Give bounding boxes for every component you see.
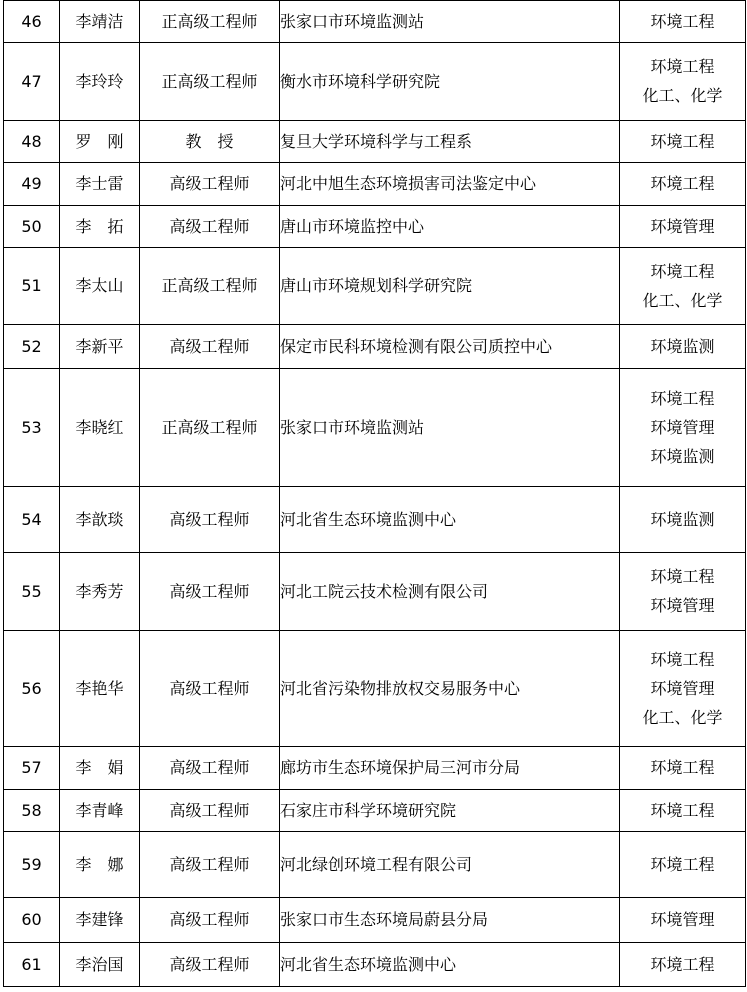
specialty: 环境工程 (650, 854, 715, 874)
expert-organization: 唐山市环境监控中心 (280, 206, 620, 248)
specialty: 环境工程 (650, 261, 715, 281)
expert-title: 正高级工程师 (140, 369, 280, 487)
expert-specialties (620, 248, 746, 325)
expert-organization: 廊坊市生态环境保护局三河市分局 (280, 747, 620, 790)
expert-name: 李青峰 (60, 790, 140, 832)
expert-organization: 河北省生态环境监测中心 (280, 943, 620, 987)
row-number: 46 (4, 1, 60, 43)
table-row (4, 631, 746, 747)
table-row (4, 206, 746, 248)
expert-specialties (620, 553, 746, 631)
expert-organization: 河北中旭生态环境损害司法鉴定中心 (280, 163, 620, 206)
expert-organization: 衡水市环境科学研究院 (280, 43, 620, 121)
table-row (4, 747, 746, 790)
specialty: 环境工程 (650, 388, 715, 408)
expert-specialties (620, 206, 746, 248)
expert-title: 高级工程师 (140, 790, 280, 832)
expert-title: 高级工程师 (140, 163, 280, 206)
table-row (4, 898, 746, 943)
row-number: 55 (4, 553, 60, 631)
expert-name: 李 娜 (60, 832, 140, 898)
specialty: 环境工程 (650, 131, 715, 151)
table-row (4, 121, 746, 163)
expert-specialties (620, 943, 746, 987)
expert-title: 教 授 (140, 121, 280, 163)
specialty: 环境工程 (650, 11, 715, 31)
row-number: 60 (4, 898, 60, 943)
specialty: 化工、化学 (642, 86, 723, 105)
expert-organization: 河北绿创环境工程有限公司 (280, 832, 620, 898)
table-row (4, 832, 746, 898)
expert-name: 李 娟 (60, 747, 140, 790)
specialty: 环境管理 (650, 678, 715, 698)
expert-name: 李晓红 (60, 369, 140, 487)
expert-title: 正高级工程师 (140, 248, 280, 325)
row-number: 57 (4, 747, 60, 790)
expert-title: 高级工程师 (140, 898, 280, 943)
expert-title: 正高级工程师 (140, 1, 280, 43)
table-row (4, 163, 746, 206)
expert-organization: 张家口市环境监测站 (280, 369, 620, 487)
specialty: 环境工程 (650, 567, 715, 586)
row-number: 58 (4, 790, 60, 832)
table-row (4, 943, 746, 987)
row-number: 59 (4, 832, 60, 898)
table-row (4, 487, 746, 553)
expert-title: 高级工程师 (140, 487, 280, 553)
expert-name: 罗 刚 (60, 121, 140, 163)
expert-name: 李治国 (60, 943, 140, 987)
specialty: 环境工程 (650, 758, 715, 777)
expert-specialties (620, 747, 746, 790)
specialty: 环境工程 (650, 57, 715, 76)
expert-specialties (620, 325, 746, 369)
specialty: 环境管理 (650, 216, 715, 236)
expert-name: 李秀芳 (60, 553, 140, 631)
row-number: 49 (4, 163, 60, 206)
specialty: 环境监测 (650, 446, 715, 466)
specialty: 化工、化学 (642, 707, 723, 727)
table-row (4, 553, 746, 631)
expert-organization: 河北省生态环境监测中心 (280, 487, 620, 553)
expert-title: 高级工程师 (140, 325, 280, 369)
expert-specialties (620, 631, 746, 747)
specialty: 环境监测 (650, 509, 715, 529)
specialty: 环境工程 (650, 174, 715, 193)
expert-name: 李 拓 (60, 206, 140, 248)
row-number: 56 (4, 631, 60, 747)
expert-organization: 石家庄市科学环境研究院 (280, 790, 620, 832)
expert-organization: 保定市民科环境检测有限公司质控中心 (280, 325, 620, 369)
expert-organization: 张家口市环境监测站 (280, 1, 620, 43)
specialty: 环境监测 (650, 336, 715, 356)
row-number: 61 (4, 943, 60, 987)
expert-name: 李玲玲 (60, 43, 140, 121)
expert-name: 李新平 (60, 325, 140, 369)
expert-specialties (620, 369, 746, 487)
specialty: 环境工程 (650, 954, 715, 974)
row-number: 51 (4, 248, 60, 325)
expert-title: 高级工程师 (140, 553, 280, 631)
table-row (4, 1, 746, 43)
expert-name: 李歆琰 (60, 487, 140, 553)
expert-organization: 河北工院云技术检测有限公司 (280, 553, 620, 631)
table-row (4, 248, 746, 325)
expert-roster-table (3, 0, 746, 987)
expert-specialties (620, 1, 746, 43)
expert-title: 高级工程师 (140, 631, 280, 747)
expert-specialties (620, 163, 746, 206)
table-row (4, 790, 746, 832)
expert-title: 高级工程师 (140, 943, 280, 987)
expert-organization: 张家口市生态环境局蔚县分局 (280, 898, 620, 943)
row-number: 54 (4, 487, 60, 553)
expert-title: 高级工程师 (140, 206, 280, 248)
expert-specialties (620, 790, 746, 832)
specialty: 环境管理 (650, 596, 715, 615)
expert-organization: 复旦大学环境科学与工程系 (280, 121, 620, 163)
roster-body (4, 1, 746, 987)
specialty: 环境工程 (650, 649, 715, 669)
specialty: 环境管理 (650, 417, 715, 437)
specialty: 环境管理 (650, 910, 715, 929)
expert-specialties (620, 898, 746, 943)
row-number: 48 (4, 121, 60, 163)
expert-specialties (620, 832, 746, 898)
row-number: 53 (4, 369, 60, 487)
expert-name: 李靖洁 (60, 1, 140, 43)
expert-organization: 唐山市环境规划科学研究院 (280, 248, 620, 325)
expert-name: 李太山 (60, 248, 140, 325)
expert-organization: 河北省污染物排放权交易服务中心 (280, 631, 620, 747)
expert-name: 李士雷 (60, 163, 140, 206)
expert-specialties (620, 487, 746, 553)
expert-title: 高级工程师 (140, 747, 280, 790)
table-row (4, 43, 746, 121)
expert-name: 李建锋 (60, 898, 140, 943)
table-row (4, 325, 746, 369)
expert-title: 正高级工程师 (140, 43, 280, 121)
expert-specialties (620, 43, 746, 121)
row-number: 52 (4, 325, 60, 369)
specialty: 化工、化学 (642, 290, 723, 310)
expert-specialties (620, 121, 746, 163)
expert-title: 高级工程师 (140, 832, 280, 898)
expert-name: 李艳华 (60, 631, 140, 747)
specialty: 环境工程 (650, 800, 715, 820)
row-number: 47 (4, 43, 60, 121)
table-row (4, 369, 746, 487)
row-number: 50 (4, 206, 60, 248)
